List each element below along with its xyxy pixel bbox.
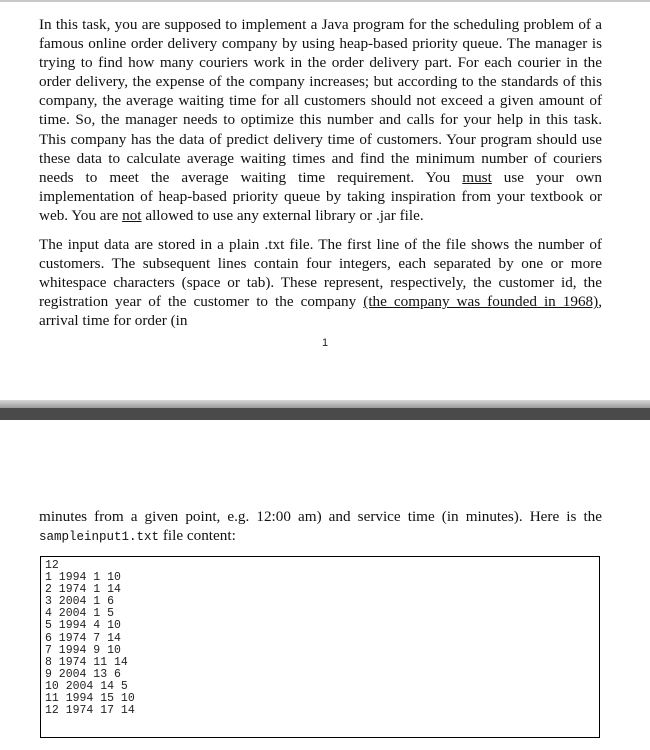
code-line: 8 1974 11 14: [45, 655, 128, 669]
intro-text-2: use your own implementation of heap-based priority queue by taking inspiration from your textbook or web. You are: [39, 168, 602, 224]
intro-text-3: allowed to use any external library or .jar file.: [141, 206, 424, 224]
code-line: 10 2004 14 5: [45, 679, 128, 693]
code-line: 9 2004 13 6: [45, 667, 121, 681]
code-line: 7 1994 9 10: [45, 643, 121, 657]
code-line: 6 1974 7 14: [45, 631, 121, 645]
intro-paragraph: [39, 15, 602, 225]
sample-file-box: [40, 556, 600, 738]
code-line: 11 1994 15 10: [45, 692, 135, 706]
code-line: 3 2004 1 6: [45, 595, 115, 609]
not-emphasis: not: [122, 206, 142, 224]
code-line: 5 1994 4 10: [45, 619, 121, 633]
code-line: 2 1974 1 14: [45, 583, 121, 597]
top-rule: [0, 0, 650, 2]
input-text-1: The input data are stored in a plain .txt file. The first line of the file shows the number of customers. The subsequent lines contain four integers, each separated by one or more whitespace characters (space or tab). These represent, respectively, the customer id, the registration year of the customer to the company: [39, 236, 602, 311]
founded-note: (the company was founded in 1968): [363, 293, 599, 311]
code-line: 12 1974 17 14: [45, 704, 135, 718]
continuation-paragraph: [39, 507, 602, 547]
page-number: 1: [321, 337, 329, 349]
sample-filename: sampleinput1.txt: [39, 530, 160, 545]
code-line: 4 2004 1 5: [45, 607, 115, 621]
page-gap-shadow: [0, 400, 650, 408]
input-text-2: , arrival time for order (in: [39, 293, 603, 330]
continuation-text-1: minutes from a given point, e.g. 12:00 am) and service time (in minutes). Here is the: [39, 508, 602, 525]
must-emphasis: must: [462, 168, 492, 186]
continuation-text-2: file content:: [159, 527, 236, 545]
code-line: 1 1994 1 10: [45, 571, 121, 585]
input-paragraph: [39, 235, 602, 330]
intro-text-1: In this task, you are supposed to implement a Java program for the scheduling problem of a famous online order delivery company by using heap-based priority queue. The manager is trying to find how many couriers work in the order delivery part. For each courier in the order delivery, the expense of the company increases; but according to the standards of this company, the average waiting time for all customers should not exceed a given amount of time. So, the manager needs to optimize this number and calls for your help in this task. This company has the data of predict delivery time of customers. Your program should use these data to calculate average waiting times and find the minimum number of couriers needs to meet the average waiting time requirement. You: [39, 16, 602, 186]
page-separator: [0, 408, 650, 420]
code-line: 12: [45, 559, 59, 572]
